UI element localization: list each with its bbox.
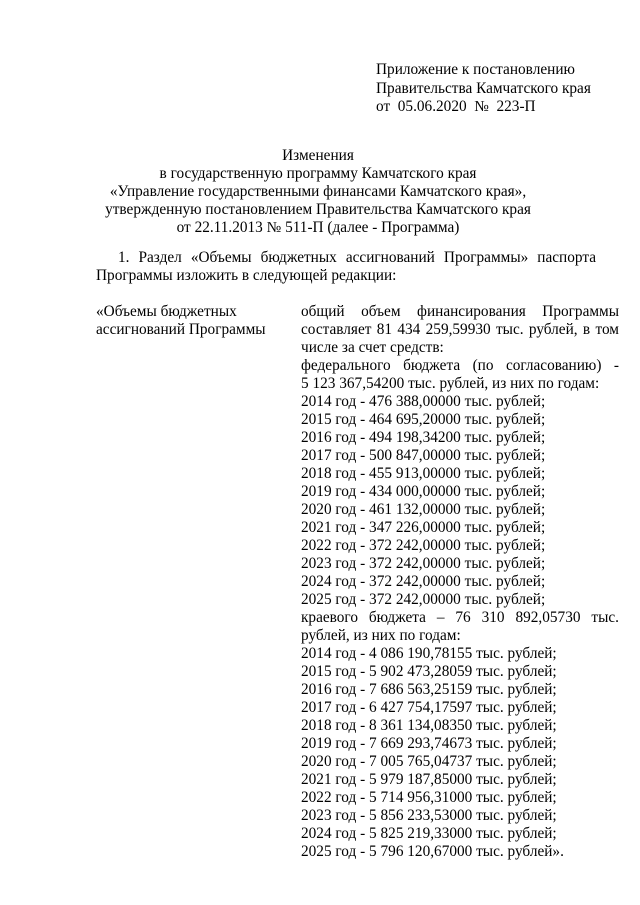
regional-year-2017: 2017 год - 6 427 754,17597 тыс. рублей; bbox=[301, 699, 557, 716]
federal-year-2024: 2024 год - 372 242,00000 тыс. рублей; bbox=[301, 573, 546, 590]
federal-line-1: федерального бюджета (по согласованию) - bbox=[301, 357, 619, 374]
item-1-line-2: Программы изложить в следующей редакции: bbox=[96, 267, 397, 284]
regional-year-2018: 2018 год - 8 361 134,08350 тыс. рублей; bbox=[301, 717, 557, 734]
federal-year-2020: 2020 год - 461 132,00000 тыс. рублей; bbox=[301, 501, 546, 518]
federal-year-2025: 2025 год - 372 242,00000 тыс. рублей; bbox=[301, 591, 546, 608]
regional-year-2024: 2024 год - 5 825 219,33000 тыс. рублей; bbox=[301, 825, 557, 842]
federal-year-2019: 2019 год - 434 000,00000 тыс. рублей; bbox=[301, 483, 546, 500]
left-cell-line-2: ассигнований Программы bbox=[96, 321, 266, 338]
federal-year-2014: 2014 год - 476 388,00000 тыс. рублей; bbox=[301, 393, 546, 410]
federal-line-2: 5 123 367,54200 тыс. рублей, из них по годам: bbox=[301, 375, 600, 392]
federal-year-2022: 2022 год - 372 242,00000 тыс. рублей; bbox=[301, 537, 546, 554]
federal-year-2018: 2018 год - 455 913,00000 тыс. рублей; bbox=[301, 465, 546, 482]
regional-year-2023: 2023 год - 5 856 233,53000 тыс. рублей; bbox=[301, 807, 557, 824]
federal-year-2017: 2017 год - 500 847,00000 тыс. рублей; bbox=[301, 447, 546, 464]
title-line-2: в государственную программу Камчатского края bbox=[159, 165, 477, 182]
regional-year-2016: 2016 год - 7 686 563,25159 тыс. рублей; bbox=[301, 681, 557, 698]
regional-year-2014: 2014 год - 4 086 190,78155 тыс. рублей; bbox=[301, 645, 557, 662]
regional-year-2020: 2020 год - 7 005 765,04737 тыс. рублей; bbox=[301, 753, 557, 770]
regional-line-1: краевого бюджета – 76 310 892,05730 тыс. bbox=[301, 609, 619, 626]
regional-year-2019: 2019 год - 7 669 293,74673 тыс. рублей; bbox=[301, 735, 557, 752]
appendix-line-2: Правительства Камчатского края bbox=[376, 79, 591, 97]
regional-year-2015: 2015 год - 5 902 473,28059 тыс. рублей; bbox=[301, 663, 557, 680]
document-title bbox=[96, 147, 540, 237]
item-1-line-1: 1. Раздел «Объемы бюджетных ассигнований Программы» паспорта bbox=[118, 249, 596, 266]
total-line-1: общий объем финансирования Программы bbox=[301, 303, 619, 320]
federal-year-2021: 2021 год - 347 226,00000 тыс. рублей; bbox=[301, 519, 546, 536]
appendix-line-1: Приложение к постановлению bbox=[376, 61, 575, 78]
federal-year-2015: 2015 год - 464 695,20000 тыс. рублей; bbox=[301, 411, 546, 428]
table-right-cell bbox=[301, 303, 619, 861]
federal-year-2016: 2016 год - 494 198,34200 тыс. рублей; bbox=[301, 429, 546, 446]
federal-year-2023: 2023 год - 372 242,00000 тыс. рублей; bbox=[301, 555, 546, 572]
total-line-3: числе за счет средств: bbox=[301, 339, 444, 356]
table-left-cell bbox=[96, 303, 286, 339]
left-cell-line-1: «Объемы бюджетных bbox=[96, 303, 237, 320]
regional-year-2021: 2021 год - 5 979 187,85000 тыс. рублей; bbox=[301, 771, 557, 788]
appendix-note bbox=[376, 61, 626, 117]
appendix-line-3: от 05.06.2020 № 223-П bbox=[376, 98, 536, 115]
title-line-4: утвержденную постановлением Правительства Камчатского края bbox=[105, 201, 531, 218]
title-line-5: от 22.11.2013 № 511-П (далее - Программа) bbox=[176, 219, 460, 236]
regional-year-2022: 2022 год - 5 714 956,31000 тыс. рублей; bbox=[301, 789, 557, 806]
title-line-1: Изменения bbox=[282, 147, 354, 164]
total-line-2: составляет 81 434 259,59930 тыс. рублей, в том bbox=[301, 321, 619, 338]
title-line-3: «Управление государственными финансами Камчатского края», bbox=[109, 183, 527, 200]
regional-line-2: рублей, из них по годам: bbox=[301, 627, 461, 644]
item-1-paragraph bbox=[96, 249, 596, 285]
regional-year-2025: 2025 год - 5 796 120,67000 тыс. рублей». bbox=[301, 843, 564, 860]
